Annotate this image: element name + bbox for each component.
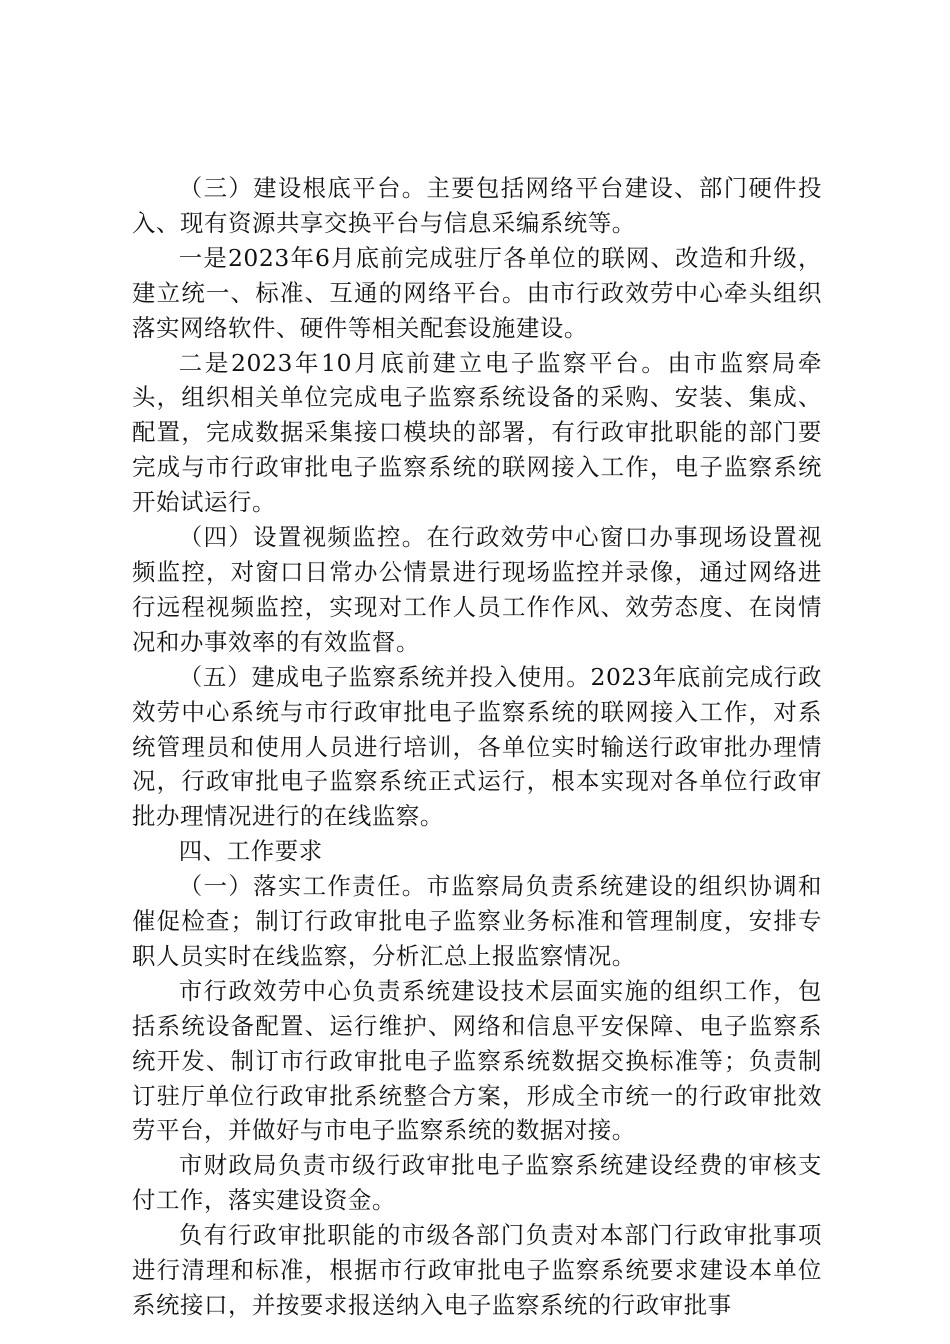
section-heading-work-requirements: 四、工作要求: [178, 837, 323, 866]
paragraph-department-duties: 负有行政审批职能的市级各部门负责对本部门行政审批事项进行清理和标准，根据市行政审批电子监察系统要求建设本单位系统接口，并按要求报送纳入电子监察系统的行政审批事: [132, 1221, 822, 1319]
paragraph-network-upgrade: 一是2023年6月底前完成驻厅各单位的联网、改造和升级，建立统一、标准、互通的网络平台。由市行政效劳中心牵头组织落实网络软件、硬件等相关配套设施建设。: [132, 243, 822, 342]
paragraph-system-launch: （五）建成电子监察系统并投入使用。2023年底前完成行政效劳中心系统与市行政审批电子监察系统的联网接入工作，对系统管理员和使用人员进行培训，各单位实时输送行政审批办理情况，行政审批电子监察系统正式运行，根本实现对各单位行政审批办理情况进行的在线监察。: [132, 662, 822, 831]
paragraph-finance-bureau-duties: 市财政局负责市级行政审批电子监察系统建设经费的审核支付工作，落实建设资金。: [132, 1151, 822, 1215]
paragraph-responsibility: （一）落实工作责任。市监察局负责系统建设的组织协调和催促检查；制订行政审批电子监察业务标准和管理制度，安排专职人员实时在线监察，分析汇总上报监察情况。: [132, 872, 822, 970]
document-body: [132, 171, 822, 1323]
paragraph-build-platform: （三）建设根底平台。主要包括网络平台建设、部门硬件投入、现有资源共享交换平台与信息采编系统等。: [132, 174, 822, 237]
paragraph-video-monitoring: （四）设置视频监控。在行政效劳中心窗口办事现场设置视频监控，对窗口日常办公情景进行现场监控并录像，通过网络进行远程视频监控，实现对工作人员工作作风、效劳态度、在岗情况和办事效率的有效监督。: [132, 523, 822, 656]
paragraph-service-center-duties: 市行政效劳中心负责系统建设技术层面实施的组织工作，包括系统设备配置、运行维护、网络和信息平安保障、电子监察系统开发、制订市行政审批电子监察系统数据交换标准等；负责制订驻厅单位行政审批系统整合方案，形成全市统一的行政审批效劳平台，并做好与市电子监察系统的数据对接。: [132, 976, 822, 1145]
paragraph-e-supervision-platform: 二是2023年10月底前建立电子监察平台。由市监察局牵头，组织相关单位完成电子监察系统设备的采购、安装、集成、配置，完成数据采集接口模块的部署，有行政审批职能的部门要完成与市行政审批电子监察系统的联网接入工作，电子监察系统开始试运行。: [132, 348, 822, 517]
